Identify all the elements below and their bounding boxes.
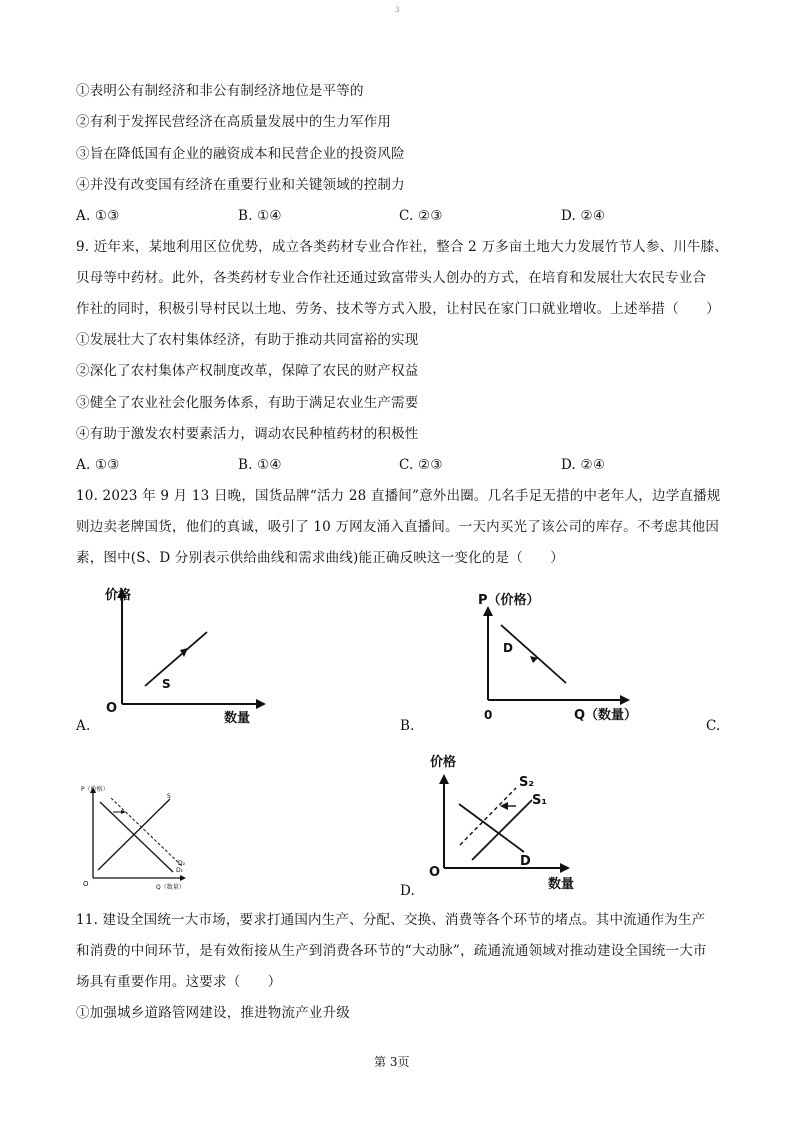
graph-c-choice: C.: [706, 718, 721, 734]
q9-choice-a: A. ①③: [76, 457, 120, 473]
q10-stem-line-1: 10. 2023 年 9 月 13 日晚，国货品牌“活力 28 直播间”意外出圈。几名手足无措的中老年人，边学直播规: [76, 488, 721, 504]
q9-option-1: ①发展壮大了农村集体经济，有助于推动共同富裕的实现: [76, 332, 419, 348]
page-footer: 第 3页: [374, 1055, 410, 1069]
q8-choice-b: B. ①④: [238, 208, 282, 224]
graph-c: [78, 780, 198, 895]
graph-d-supply-2-label: S₂: [519, 775, 535, 790]
q8-option-4: ④并没有改变国有经济在重要行业和关键领域的控制力: [76, 177, 405, 193]
graph-b-x-label: Q（数量）: [574, 708, 638, 723]
graph-d-supply-1-label: S₁: [532, 793, 548, 808]
q8-choice-c: C. ②③: [399, 208, 443, 224]
q10-stem-line-3: 素，图中(S、D 分别表示供给曲线和需求曲线)能正确反映这一变化的是（ ）: [76, 550, 564, 566]
q8-option-3: ③旨在降低国有企业的融资成本和民营企业的投资风险: [76, 146, 405, 162]
q8-choice-d: D. ②④: [561, 208, 606, 224]
graph-d-y-label: 价格: [430, 755, 457, 770]
page-header-mark: 3: [395, 6, 400, 14]
graph-c-demand-1-label: D₁: [176, 867, 184, 874]
graph-b: [474, 586, 644, 728]
graph-b-demand-label: D: [503, 641, 513, 655]
graph-a: [100, 582, 270, 727]
q11-stem-line-3: 场具有重要作用。这要求（ ）: [76, 974, 282, 990]
graph-b-choice: B.: [400, 718, 415, 734]
q9-choice-c: C. ②③: [399, 457, 443, 473]
q10-stem-line-2: 则边卖老牌国货，他们的真诚，吸引了 10 万网友涌入直播间。一天内买光了该公司的库存。不考虑其他因: [76, 519, 720, 535]
graph-c-demand-2-label: D₂: [178, 860, 186, 867]
graph-b-origin: 0: [484, 708, 493, 722]
q8-option-1: ①表明公有制经济和非公有制经济地位是平等的: [76, 83, 364, 99]
q8-choice-a: A. ①③: [76, 208, 120, 224]
graph-d-x-label: 数量: [548, 877, 575, 892]
q11-stem-line-1: 11. 建设全国统一大市场，要求打通国内生产、分配、交换、消费等各个环节的堵点。其中流通作为生产: [76, 912, 706, 928]
q11-option-1: ①加强城乡道路管网建设，推进物流产业升级: [76, 1005, 350, 1021]
graph-d-demand-label: D: [520, 854, 531, 869]
q9-stem-line-1: 9. 近年来，某地利用区位优势，成立各类药材专业合作社，整合 2 万多亩土地大力发展竹节人参、川牛膝、: [76, 239, 729, 255]
q9-choice-b: B. ①④: [238, 457, 282, 473]
graph-a-y-label: 价格: [105, 588, 132, 603]
graph-a-x-label: 数量: [224, 711, 251, 726]
graph-b-y-label: P（价格）: [478, 593, 540, 608]
q11-stem-line-2: 和消费的中间环节，是有效衔接从生产到消费各环节的“大动脉”，疏通流通领域对推动建设全国统一大市: [76, 943, 707, 959]
graph-a-origin: O: [106, 701, 118, 716]
graph-c-origin: O: [83, 880, 89, 888]
graph-a-supply-label: S: [162, 677, 171, 691]
graph-d: [424, 748, 584, 898]
q9-stem-line-2: 贝母等中药材。此外，各类药材专业合作社还通过致富带头人创办的方式，在培育和发展壮大农民专业合: [76, 270, 707, 286]
graph-a-choice: A.: [76, 718, 91, 734]
graph-c-x-label: Q（数量）: [156, 884, 185, 891]
graph-d-origin: O: [429, 865, 441, 880]
q9-option-2: ②深化了农村集体产权制度改革，保障了农民的财产权益: [76, 363, 419, 379]
graph-c-y-label: P（价格）: [81, 786, 109, 793]
q9-option-3: ③健全了农业社会化服务体系，有助于满足农业生产需要: [76, 395, 419, 411]
q9-choice-d: D. ②④: [561, 457, 606, 473]
q8-option-2: ②有利于发挥民营经济在高质量发展中的生力军作用: [76, 114, 392, 130]
q9-stem-line-3: 作社的同时，积极引导村民以土地、劳务、技术等方式入股，让村民在家门口就业增收。上述举措（ ）: [76, 301, 720, 317]
q9-option-4: ④有助于激发农村要素活力，调动农民种植药材的积极性: [76, 426, 419, 442]
graph-c-supply-label: S: [167, 793, 171, 800]
graph-d-choice: D.: [400, 883, 416, 899]
